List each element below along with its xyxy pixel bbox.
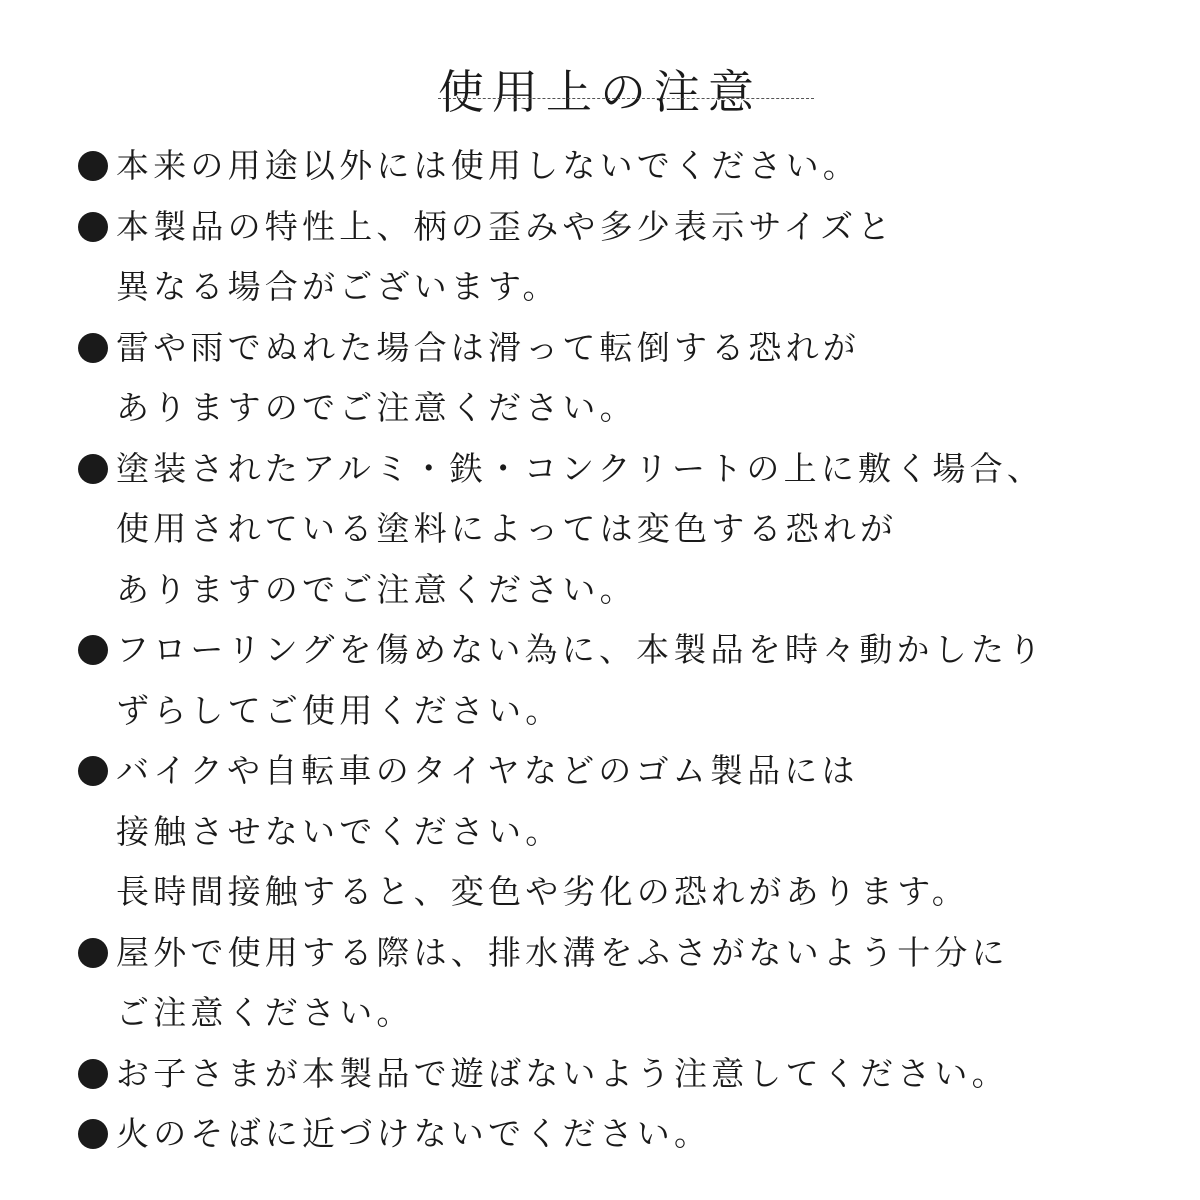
precaution-text: 屋外で使用する際は、排水溝をふさがないよう十分に: [116, 932, 1009, 972]
precaution-text: フローリングを傷めない為に、本製品を時々動かしたり: [116, 630, 1046, 669]
bullet-dot-icon: [78, 333, 108, 363]
precaution-text: 長時間接触すると、変色や劣化の恐れがあります。: [116, 872, 969, 911]
bullet-dot-icon: [78, 756, 108, 786]
precaution-item: [78, 318, 1178, 379]
precaution-item: [78, 439, 1178, 500]
precaution-item: [78, 741, 1178, 802]
precaution-item-continuation: [78, 681, 1178, 742]
bullet-dot-icon: [78, 635, 108, 665]
precaution-item-continuation: [78, 257, 1178, 318]
precaution-text: 火のそばに近づけないでください。: [116, 1114, 712, 1153]
precaution-text: 接触させないでください。: [116, 811, 563, 851]
precaution-text: ありますのでご注意ください。: [116, 569, 637, 609]
precaution-item: [78, 620, 1178, 681]
precaution-text: 雷や雨でぬれた場合は滑って転倒する恐れが: [116, 327, 860, 367]
bullet-dot-icon: [78, 151, 108, 181]
bullet-dot-icon: [78, 1119, 108, 1149]
title-divider: [438, 98, 814, 99]
precaution-text: 異なる場合がございます。: [116, 267, 560, 306]
precaution-item-continuation: [78, 560, 1178, 621]
precaution-item-continuation: [78, 862, 1178, 923]
precaution-item: [78, 1104, 1178, 1165]
precaution-text: ずらしてご使用ください。: [116, 690, 563, 730]
precaution-text: 使用されている塗料によっては変色する恐れが: [116, 509, 898, 548]
precaution-item-continuation: [78, 378, 1178, 439]
precaution-item: [78, 923, 1178, 984]
precaution-item-continuation: [78, 802, 1178, 863]
bullet-dot-icon: [78, 938, 108, 968]
precaution-text: バイクや自転車のタイヤなどのゴム製品には: [116, 751, 859, 790]
bullet-dot-icon: [78, 212, 108, 242]
precaution-item-continuation: [78, 983, 1178, 1044]
precaution-text: ありますのでご注意ください。: [116, 388, 637, 427]
precaution-text: お子さまが本製品で遊ばないよう注意してください。: [116, 1053, 1009, 1093]
bullet-dot-icon: [78, 1059, 108, 1089]
precaution-item: [78, 136, 1178, 197]
precaution-text: ご注意ください。: [116, 993, 414, 1032]
precaution-text: 本来の用途以外には使用しないでください。: [116, 146, 860, 185]
precaution-item-continuation: [78, 499, 1178, 560]
precaution-text: 塗装されたアルミ・鉄・コンクリートの上に敷く場合、: [116, 448, 1045, 488]
precaution-text: 本製品の特性上、柄の歪みや多少表示サイズと: [116, 206, 895, 246]
precaution-item: [78, 197, 1178, 258]
precautions-list: [78, 136, 1178, 1165]
page-title: 使用上の注意: [438, 64, 762, 119]
bullet-dot-icon: [78, 454, 108, 484]
precaution-item: [78, 1044, 1178, 1105]
